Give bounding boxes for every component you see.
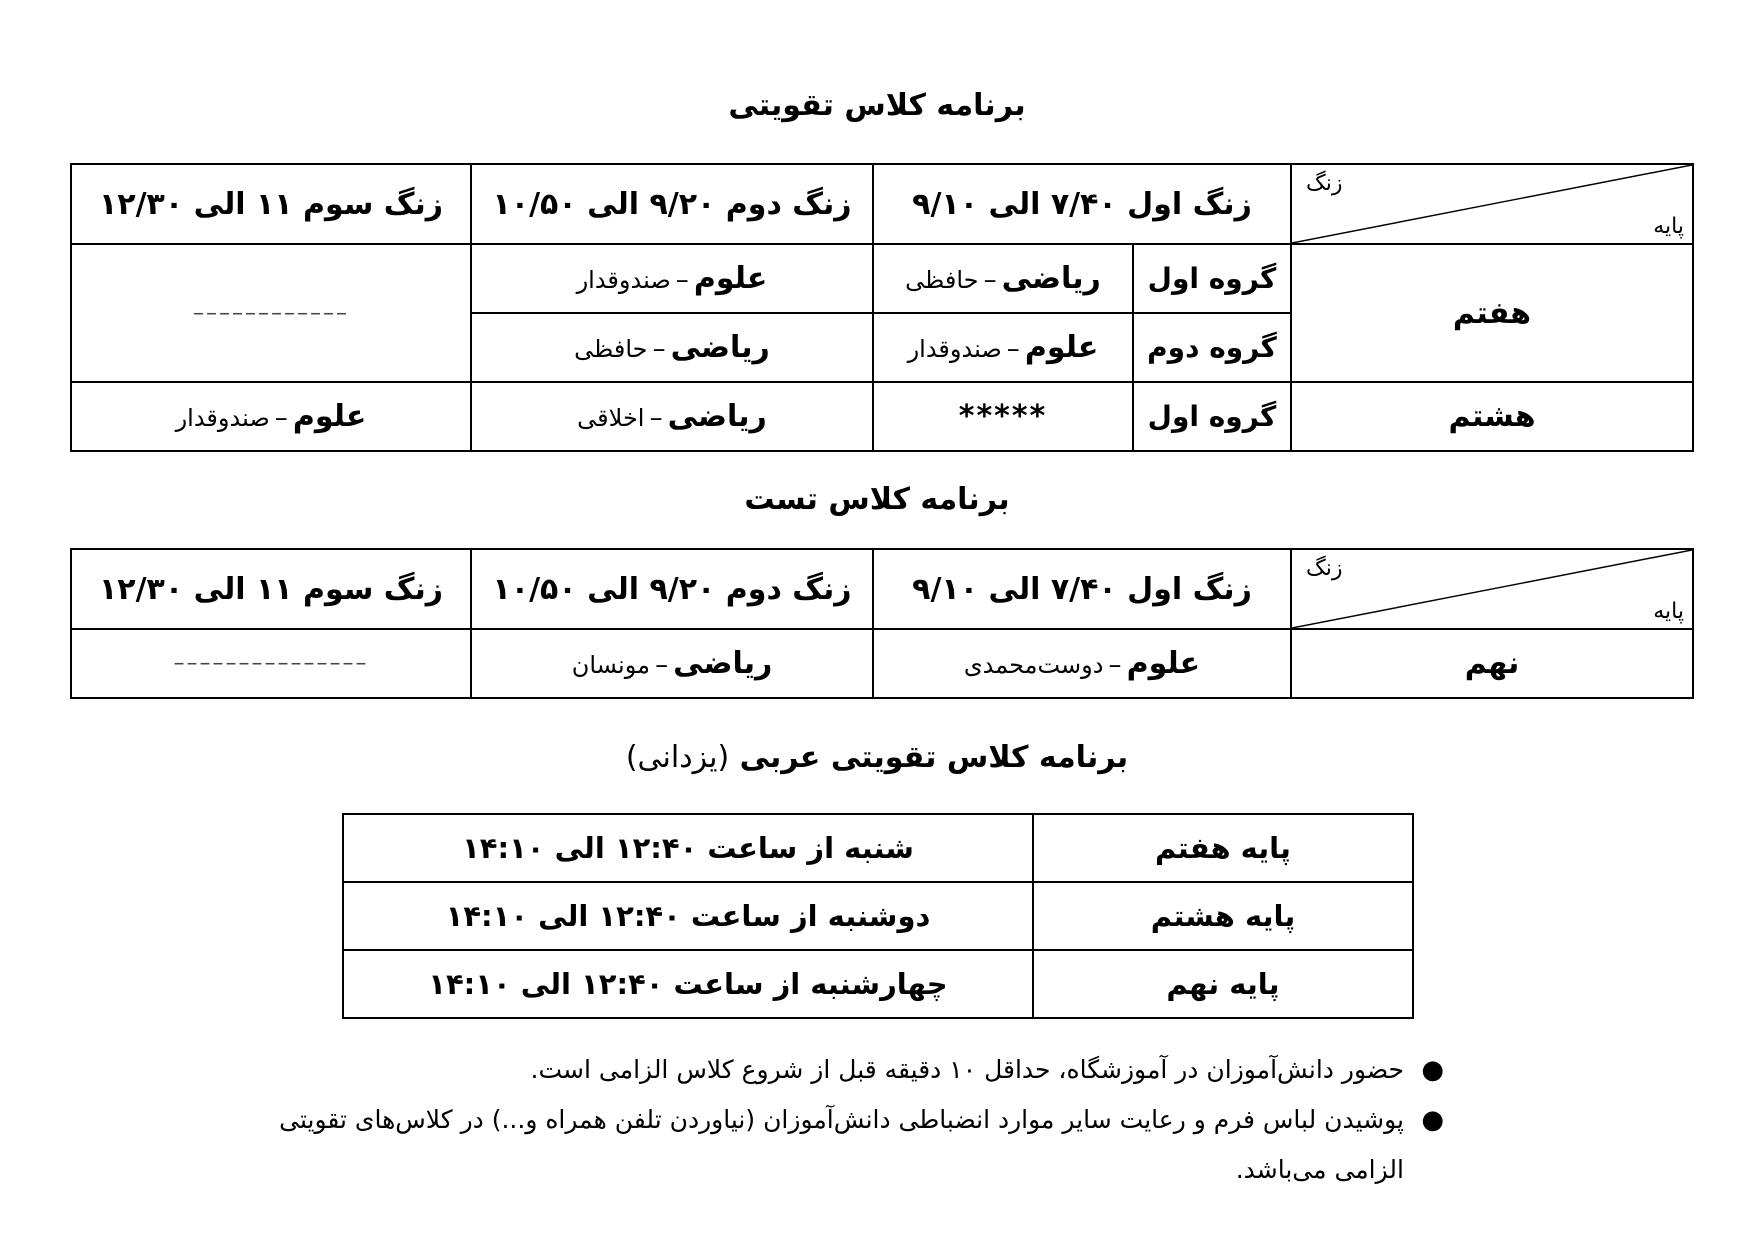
corner-label-bell: زنگ	[1306, 556, 1343, 581]
corner-label-grade: پایه	[1653, 599, 1684, 624]
title-arabic-bold: برنامه کلاس تقویتی عربی	[739, 740, 1129, 775]
grade-8-label: هشتم	[1291, 382, 1693, 451]
corner-label-grade: پایه	[1653, 214, 1684, 239]
table-row	[71, 244, 1693, 313]
schedule-cell: علوم – صندوقدار	[873, 313, 1133, 382]
table-row	[71, 382, 1693, 451]
title-arabic-teacher: (یزدانی)	[625, 740, 730, 775]
note-text: حضور دانش‌آموزان در آموزشگاه، حداقل ۱۰ دقیقه قبل از شروع کلاس الزامی است.	[530, 1055, 1404, 1084]
empty-cell: –––––––––––––––	[71, 629, 471, 698]
arabic-grade-cell: پایه هشتم	[1033, 882, 1413, 950]
group-label: گروه اول	[1133, 244, 1291, 313]
placeholder-stars: *****	[873, 382, 1133, 451]
test-schedule-table	[70, 548, 1694, 699]
arabic-grade-cell: پایه نهم	[1033, 950, 1413, 1018]
corner-cell	[1291, 164, 1693, 244]
table-row	[343, 882, 1413, 950]
header-bell-2: زنگ دوم ۹/۲۰ الی ۱۰/۵۰	[471, 549, 873, 629]
table-row	[343, 950, 1413, 1018]
arabic-schedule-table	[342, 813, 1414, 1019]
schedule-cell: علوم – صندوقدار	[471, 244, 873, 313]
arabic-schedule-cell: دوشنبه از ساعت ۱۲:۴۰ الی ۱۴:۱۰	[343, 882, 1033, 950]
list-item	[244, 1045, 1444, 1095]
empty-cell: ––––––––––––	[71, 244, 471, 382]
header-bell-3: زنگ سوم ۱۱ الی ۱۲/۳۰	[71, 164, 471, 244]
arabic-schedule-cell: چهارشنبه از ساعت ۱۲:۴۰ الی ۱۴:۱۰	[343, 950, 1033, 1018]
group-label: گروه اول	[1133, 382, 1291, 451]
schedule-cell: ریاضی – مونسان	[471, 629, 873, 698]
table-row	[71, 629, 1693, 698]
arabic-schedule-cell: شنبه از ساعت ۱۲:۴۰ الی ۱۴:۱۰	[343, 814, 1033, 882]
arabic-grade-cell: پایه هفتم	[1033, 814, 1413, 882]
grade-7-label: هفتم	[1291, 244, 1693, 382]
grade-9-label: نهم	[1291, 629, 1693, 698]
notes-list	[244, 1045, 1444, 1184]
list-item	[244, 1095, 1444, 1184]
bullet-icon: ●	[1421, 1105, 1444, 1135]
schedule-cell: علوم – صندوقدار	[71, 382, 471, 451]
schedule-cell: ریاضی – اخلاقی	[471, 382, 873, 451]
title-arabic-class	[0, 740, 1754, 775]
corner-cell	[1291, 549, 1693, 629]
header-bell-3: زنگ سوم ۱۱ الی ۱۲/۳۰	[71, 549, 471, 629]
schedule-cell: علوم – دوست‌محمدی	[873, 629, 1291, 698]
note-text: پوشیدن لباس فرم و رعایت سایر موارد انضباطی دانش‌آموزان (نیاوردن تلفن همراه و...) در کلاس‌های تقویتی الزامی می‌باشد.	[279, 1105, 1404, 1184]
schedule-cell: ریاضی – حافظی	[471, 313, 873, 382]
schedule-cell: ریاضی – حافظی	[873, 244, 1133, 313]
header-bell-1: زنگ اول ۷/۴۰ الی ۹/۱۰	[873, 549, 1291, 629]
group-label: گروه دوم	[1133, 313, 1291, 382]
remedial-schedule-table	[70, 163, 1694, 452]
corner-label-bell: زنگ	[1306, 171, 1343, 196]
title-test-class: برنامه کلاس تست	[744, 482, 1010, 517]
header-bell-2: زنگ دوم ۹/۲۰ الی ۱۰/۵۰	[471, 164, 873, 244]
title-remedial-class: برنامه کلاس تقویتی	[728, 88, 1026, 123]
table-row	[343, 814, 1413, 882]
header-bell-1: زنگ اول ۷/۴۰ الی ۹/۱۰	[873, 164, 1291, 244]
bullet-icon: ●	[1421, 1055, 1444, 1085]
